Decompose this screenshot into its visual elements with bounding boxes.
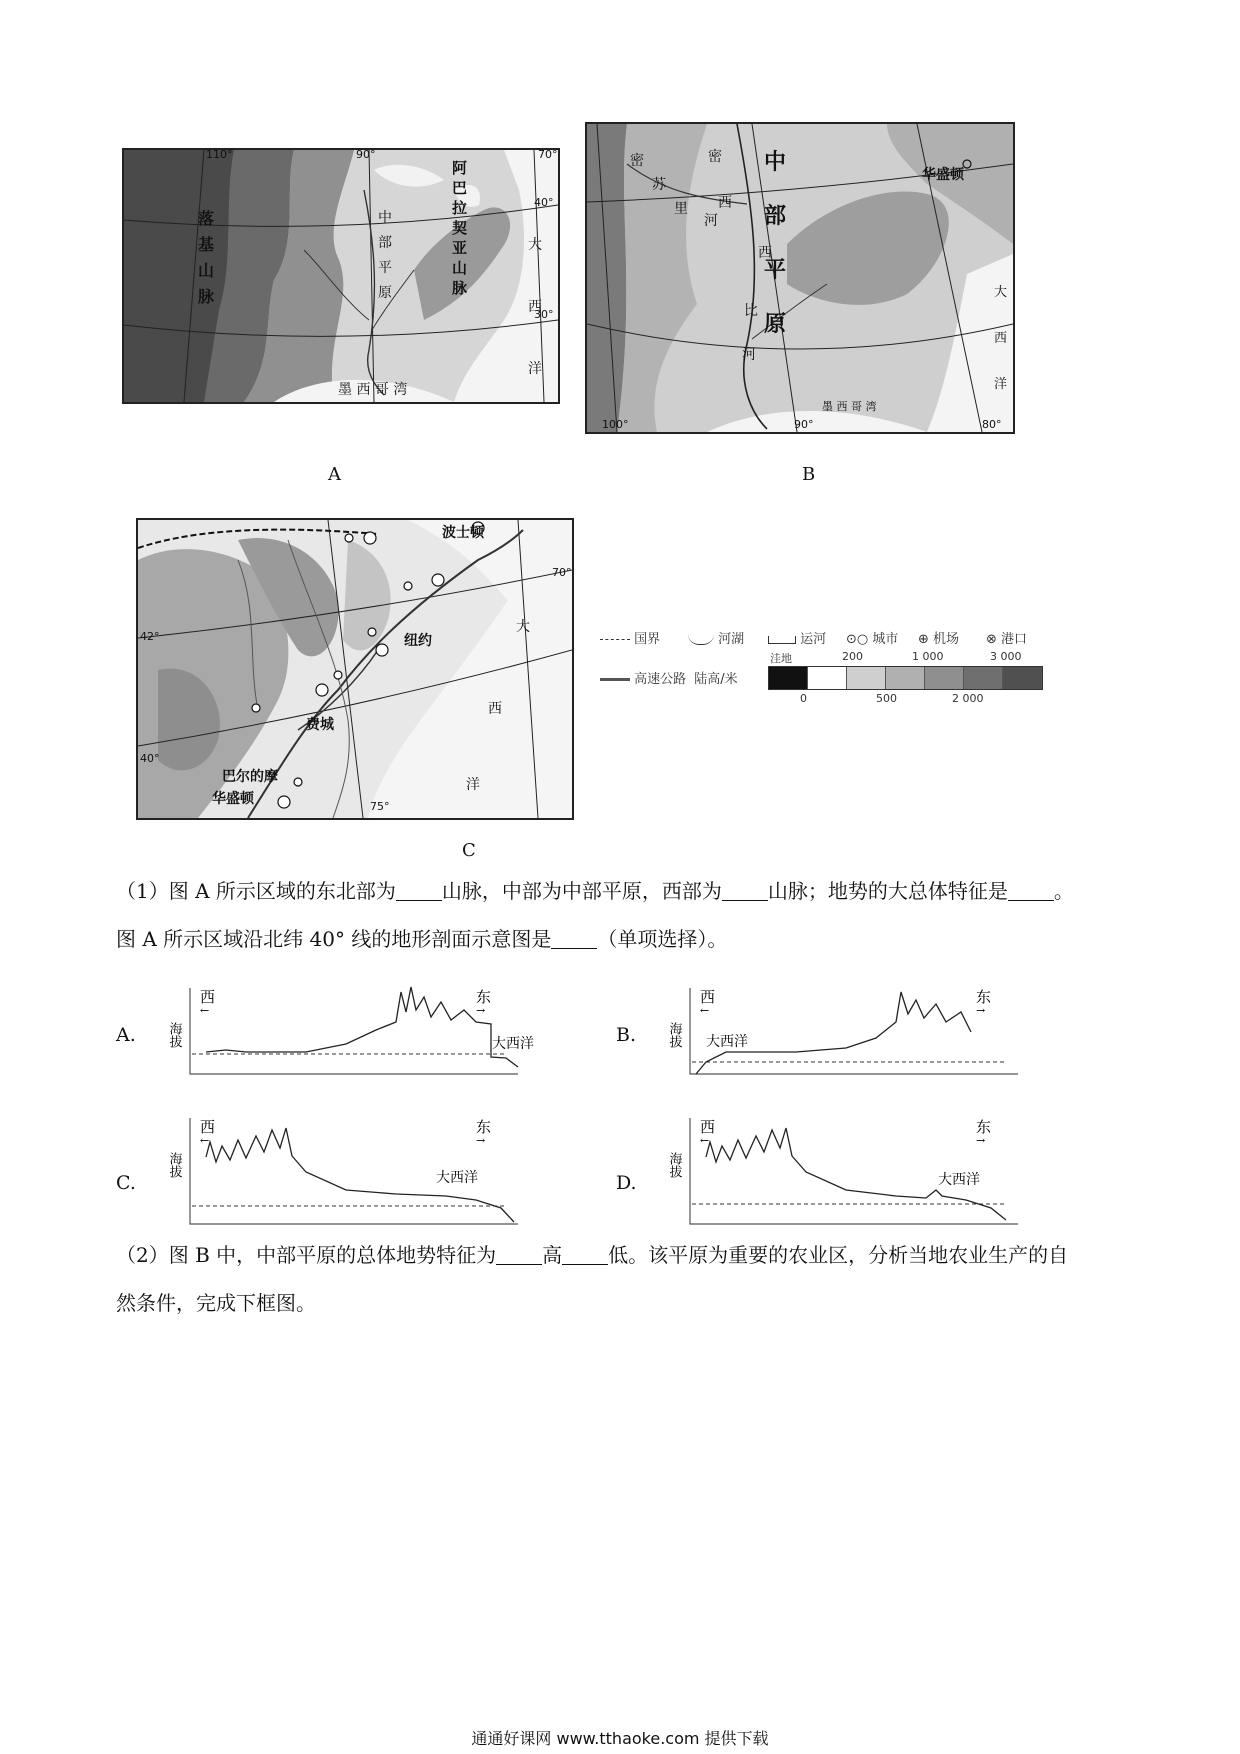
- atlantic-label: 大西洋: [436, 1170, 478, 1186]
- axis-line: [190, 988, 518, 1074]
- answer-blank[interactable]: [562, 1246, 608, 1265]
- profile-option[interactable]: [116, 1112, 536, 1232]
- east-arrow-icon: →: [476, 1134, 486, 1147]
- west-arrow-icon: ←: [200, 1134, 210, 1147]
- map-a-lat-30: 30°: [534, 308, 554, 321]
- map-c-lat-40: 40°: [140, 752, 160, 765]
- answer-blank[interactable]: [496, 1246, 542, 1265]
- map-c-baltimore-label: 巴尔的摩: [222, 769, 278, 785]
- east-label: 东: [976, 988, 992, 1006]
- question-2-line-1: （2）图 B 中，中部平原的总体地势特征为 高 低。该平原为重要的农业区，分析当地农业生产的自: [116, 1243, 1069, 1267]
- question-2-line-2: 然条件，完成下框图。: [116, 1291, 316, 1315]
- west-label: 西: [700, 1118, 716, 1136]
- legend-city: ⊙○ 城市: [846, 632, 899, 647]
- map-b-lon-100: 100°: [602, 418, 629, 431]
- answer-blank[interactable]: [396, 882, 442, 901]
- anchor-icon: ⊗: [986, 632, 997, 647]
- map-c-newyork-label: 纽约: [404, 633, 432, 649]
- terrain-profile-graph: [146, 982, 536, 1102]
- legend-river: 河湖: [688, 628, 744, 647]
- map-a-lon-70: 70°: [538, 148, 558, 161]
- river-icon: [688, 634, 714, 645]
- east-label: 东: [476, 1118, 492, 1136]
- map-b-caption: B: [802, 464, 816, 485]
- page-footer: 通通好课网 www.tthaoke.com 提供下载: [471, 1729, 769, 1748]
- west-arrow-icon: ←: [200, 1004, 210, 1017]
- airport-icon: ⊕: [918, 632, 929, 647]
- map-a-gulf-label: 墨 西 哥 湾: [338, 382, 408, 398]
- elevation-swatch: [886, 667, 925, 689]
- west-arrow-icon: ←: [700, 1134, 710, 1147]
- answer-blank[interactable]: [1008, 882, 1054, 901]
- legend-border: 国界: [600, 628, 660, 647]
- map-b-atlantic-label: 大 西 洋: [994, 285, 1008, 392]
- question-1-line-1: （1）图 A 所示区域的东北部为 山脉，中部为中部平原，西部为 山脉；地势的大总体特征是 。: [116, 879, 1074, 903]
- option-label: B.: [616, 1024, 637, 1046]
- axis-line: [690, 1118, 1018, 1224]
- map-c-lon-75: 75°: [370, 800, 390, 813]
- elevation-swatch: [925, 667, 964, 689]
- y-axis-label: 海拔: [666, 1152, 682, 1178]
- map-c-lat-42: 42°: [140, 630, 160, 643]
- legend-highway: 高速公路 陆高/米: [600, 668, 738, 687]
- atlantic-label: 大西洋: [938, 1172, 980, 1188]
- east-arrow-icon: →: [976, 1134, 986, 1147]
- map-b-plain-label: 中 部 平 原: [764, 150, 787, 337]
- city-icon: ⊙○: [846, 632, 869, 647]
- map-a-lon-90: 90°: [356, 148, 376, 161]
- west-arrow-icon: ←: [700, 1004, 710, 1017]
- map-b-gulf-label: 墨 西 哥 湾: [822, 400, 877, 413]
- legend-airport: ⊕ 机场: [918, 632, 960, 647]
- east-label: 东: [976, 1118, 992, 1136]
- canal-icon: [768, 636, 796, 644]
- border-line-icon: [600, 639, 630, 640]
- axis-line: [690, 988, 1018, 1074]
- elevation-swatch: [1003, 667, 1042, 689]
- map-c-caption: C: [462, 840, 476, 861]
- map-a-terrain: [124, 150, 558, 402]
- map-c: [136, 518, 574, 820]
- terrain-profile-graph: [146, 1112, 536, 1232]
- east-arrow-icon: →: [476, 1004, 486, 1017]
- y-axis-label: 海拔: [166, 1022, 182, 1048]
- legend-port: ⊗ 港口: [986, 632, 1028, 647]
- terrain-profile-graph: [646, 982, 1036, 1102]
- option-label: D.: [616, 1172, 637, 1194]
- y-axis-label: 海拔: [666, 1022, 682, 1048]
- west-label: 西: [200, 1118, 216, 1136]
- map-a-appalachian-label: 阿 巴 拉 契 亚 山 脉: [452, 159, 468, 297]
- atlantic-label: 大西洋: [492, 1036, 534, 1052]
- map-a-caption: A: [328, 464, 341, 485]
- map-a-atlantic-label: 大 西 洋: [528, 237, 542, 377]
- terrain-profile-graph: [646, 1112, 1036, 1232]
- map-c-boston-label: 波士顿: [442, 525, 484, 541]
- map-a-plain-label: 中 部 平 原: [378, 210, 392, 301]
- map-legend: 国界 河湖 运河 ⊙○ 城市 ⊕ 机场 ⊗ 港口 高速公路 陆高/米 洼地 200 1 000 3 000 0 500 2 000: [600, 624, 1060, 704]
- profile-option[interactable]: [616, 982, 1036, 1102]
- answer-blank[interactable]: [551, 930, 597, 949]
- map-c-philadelphia-label: 费城: [306, 717, 334, 733]
- map-a-lat-40: 40°: [534, 196, 554, 209]
- terrain-profile-line: [206, 987, 518, 1067]
- map-a-rocky-label: 落 基 山 脉: [198, 209, 215, 306]
- elevation-scale: [768, 666, 1043, 690]
- highway-icon: [600, 678, 630, 681]
- map-b-lon-80: 80°: [982, 418, 1002, 431]
- map-a: [122, 148, 560, 404]
- east-arrow-icon: →: [976, 1004, 986, 1017]
- profile-option[interactable]: [616, 1112, 1036, 1232]
- east-label: 东: [476, 988, 492, 1006]
- elevation-swatch: [769, 667, 808, 689]
- elevation-swatch: [964, 667, 1003, 689]
- map-b-washington-label: 华盛顿: [922, 167, 964, 183]
- profile-option[interactable]: [116, 982, 536, 1102]
- west-label: 西: [700, 988, 716, 1006]
- map-c-lon-70: 70°: [552, 566, 572, 579]
- map-a-lon-110: 110°: [206, 148, 233, 161]
- elevation-swatch: [847, 667, 886, 689]
- map-c-terrain: [138, 520, 572, 818]
- atlantic-label: 大西洋: [706, 1034, 748, 1050]
- option-label: C.: [116, 1172, 136, 1194]
- option-label: A.: [116, 1024, 136, 1046]
- legend-canal: 运河: [768, 628, 826, 647]
- y-axis-label: 海拔: [166, 1152, 182, 1178]
- west-label: 西: [200, 988, 216, 1006]
- elevation-swatch: [808, 667, 847, 689]
- map-b-lon-90: 90°: [794, 418, 814, 431]
- answer-blank[interactable]: [722, 882, 768, 901]
- map-c-washington-label: 华盛顿: [212, 791, 254, 807]
- question-1-line-2: 图 A 所示区域沿北纬 40° 线的地形剖面示意图是 （单项选择）。: [116, 927, 728, 951]
